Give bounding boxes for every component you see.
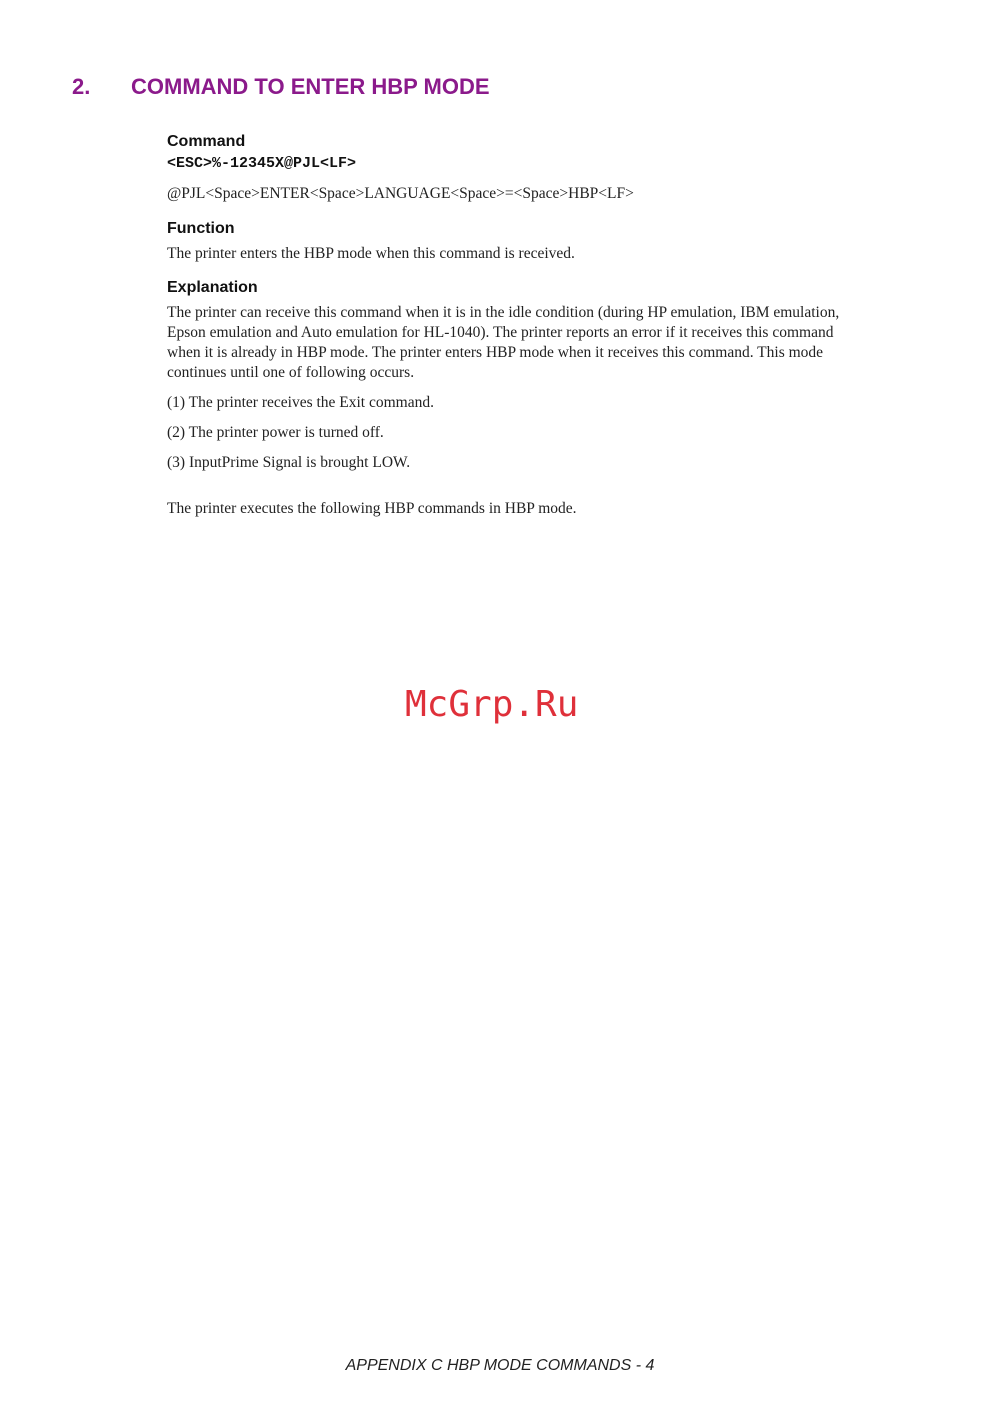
command-heading: Command [167, 133, 246, 150]
explanation-line: The printer can receive this command when it is in the idle condition (during HP emulation, IBM emulation, [167, 304, 840, 321]
function-heading: Function [167, 220, 235, 237]
explanation-line: when it is already in HBP mode. The printer enters HBP mode when it receives this command. This mode [167, 344, 824, 361]
condition-item: (3) InputPrime Signal is brought LOW. [167, 454, 411, 471]
function-text: The printer enters the HBP mode when this command is received. [167, 245, 575, 262]
command-code: <ESC>%-12345X@PJL<LF> [167, 155, 357, 172]
section-number: 2. [72, 74, 91, 99]
explanation-paragraph [167, 303, 907, 383]
section-title: COMMAND TO ENTER HBP MODE [131, 74, 490, 99]
section-heading [72, 74, 490, 100]
explanation-line: Epson emulation and Auto emulation for HL-1040). The printer reports an error if it receives this command [167, 324, 834, 341]
condition-item: (1) The printer receives the Exit command. [167, 394, 434, 411]
content-body [167, 132, 907, 519]
watermark: McGrp.Ru [405, 684, 579, 725]
page-footer: APPENDIX C HBP MODE COMMANDS - 4 [345, 1357, 655, 1374]
explanation-heading: Explanation [167, 279, 258, 296]
closing-text: The printer executes the following HBP commands in HBP mode. [167, 500, 577, 517]
command-syntax: @PJL<Space>ENTER<Space>LANGUAGE<Space>=<Space>HBP<LF> [167, 185, 634, 202]
explanation-line: continues until one of following occurs. [167, 364, 415, 381]
condition-item: (2) The printer power is turned off. [167, 424, 384, 441]
